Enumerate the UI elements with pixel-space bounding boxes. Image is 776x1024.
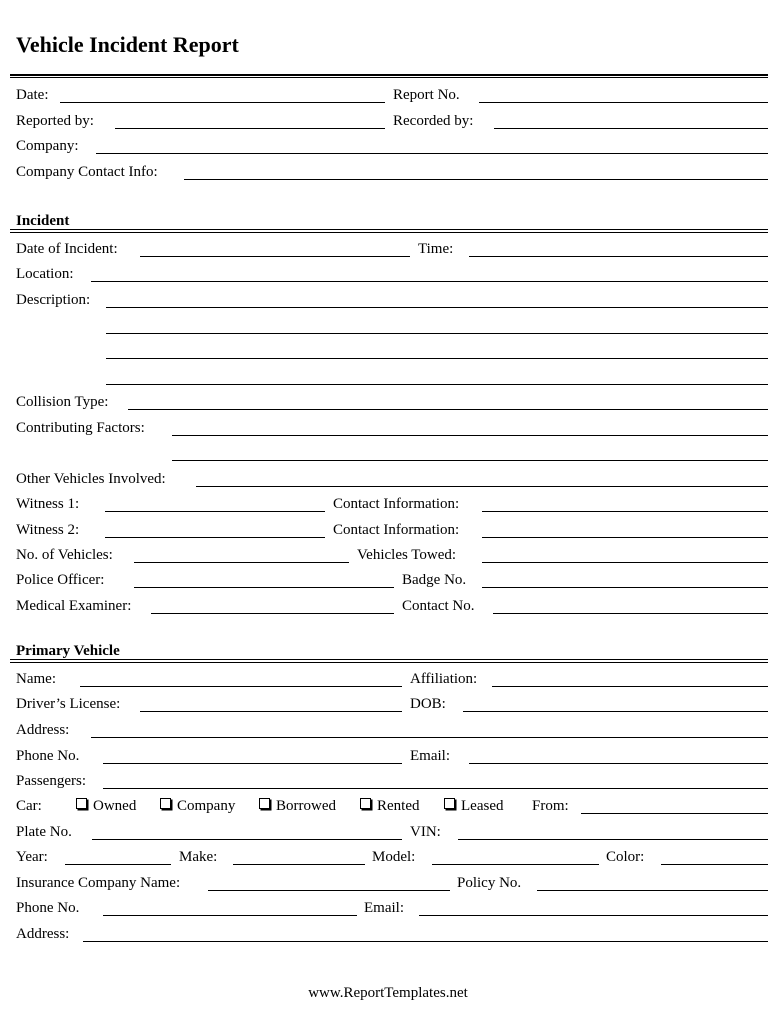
description-field-line-4[interactable] [106,384,768,385]
time-label: Time: [418,241,454,257]
insurance-address-field[interactable] [83,941,768,942]
year-field[interactable] [65,864,171,865]
primary-vehicle-divider [10,659,768,663]
location-row [16,265,768,285]
collision-type-label: Collision Type: [16,394,109,410]
police-officer-label: Police Officer: [16,572,105,588]
drivers-license-field[interactable] [140,711,402,712]
car-option-label: Rented [377,798,420,814]
medical-examiner-field[interactable] [151,613,394,614]
passengers-field[interactable] [103,788,768,789]
vin-field[interactable] [458,839,768,840]
insurance-email-label: Email: [364,900,404,916]
color-field[interactable] [661,864,768,865]
car-row [16,797,768,817]
vehicles-towed-label: Vehicles Towed: [357,547,457,563]
passengers-row [16,772,768,792]
affiliation-field[interactable] [492,686,768,687]
insurance-address-label: Address: [16,926,70,942]
car-option-label: Leased [461,798,504,814]
date-row [16,86,768,106]
address-field[interactable] [91,737,768,738]
car-option-rented[interactable] [360,797,420,815]
contributing-factors-label: Contributing Factors: [16,420,145,436]
medical-examiner-label: Medical Examiner: [16,598,132,614]
email-field[interactable] [469,763,768,764]
description-row-3 [16,342,768,362]
dob-field[interactable] [463,711,768,712]
model-label: Model: [372,849,416,865]
name-field[interactable] [80,686,402,687]
witness-1-contact-field[interactable] [482,511,768,512]
footer-website: www.ReportTemplates.net [308,985,468,1001]
address-label: Address: [16,722,70,738]
company-contact-field[interactable] [184,179,768,180]
contributing-factors-field-line-1[interactable] [172,435,768,436]
location-label: Location: [16,266,74,282]
other-vehicles-field[interactable] [196,486,768,487]
witness-2-contact-label: Contact Information: [333,522,460,538]
insurance-phone-row [16,899,768,919]
description-row-4 [16,368,768,388]
phone-field[interactable] [103,763,402,764]
model-field[interactable] [432,864,599,865]
insurance-row [16,874,768,894]
car-option-label: Owned [93,798,137,814]
insurance-address-row [16,925,768,945]
insurance-company-label: Insurance Company Name: [16,875,181,891]
date-label: Date: [16,87,49,103]
report-no-label: Report No. [393,87,460,103]
company-row [16,137,768,157]
date-of-incident-label: Date of Incident: [16,241,118,257]
date-of-incident-row [16,240,768,260]
contact-no-label: Contact No. [402,598,475,614]
description-label: Description: [16,292,91,308]
car-option-label: Borrowed [276,798,336,814]
drivers-license-label: Driver’s License: [16,696,121,712]
description-field-line-2[interactable] [106,333,768,334]
insurance-company-field[interactable] [208,890,450,891]
phone-row [16,747,768,767]
checkbox-icon[interactable] [76,798,87,809]
car-option-company[interactable] [160,797,235,815]
car-option-leased[interactable] [444,797,503,815]
witness-2-row [16,521,768,541]
from-field[interactable] [581,813,768,814]
insurance-phone-field[interactable] [103,915,357,916]
passengers-label: Passengers: [16,773,86,789]
insurance-phone-label: Phone No. [16,900,80,916]
phone-label: Phone No. [16,748,80,764]
company-label: Company: [16,138,79,154]
vehicles-towed-field[interactable] [482,562,768,563]
page-title: Vehicle Incident Report [16,32,239,57]
contributing-factors-field-line-2[interactable] [172,460,768,461]
year-label: Year: [16,849,48,865]
incident-heading: Incident [16,213,70,229]
witness-2-contact-field[interactable] [482,537,768,538]
recorded-by-label: Recorded by: [393,113,474,129]
description-row-2 [16,317,768,337]
other-vehicles-row [16,470,768,490]
name-label: Name: [16,671,56,687]
collision-type-field[interactable] [128,409,768,410]
make-label: Make: [179,849,218,865]
checkbox-icon[interactable] [360,798,371,809]
company-contact-label: Company Contact Info: [16,164,158,180]
car-option-borrowed[interactable] [259,797,336,815]
report-no-field[interactable] [479,102,768,103]
make-field[interactable] [233,864,365,865]
reported-by-field[interactable] [115,128,385,129]
title-divider [10,74,768,78]
badge-no-field[interactable] [482,587,768,588]
witness-1-row [16,495,768,515]
reported-by-label: Reported by: [16,113,94,129]
plate-no-field[interactable] [92,839,402,840]
description-field-line-3[interactable] [106,358,768,359]
company-field[interactable] [96,153,768,154]
year-make-row [16,848,768,868]
plate-no-label: Plate No. [16,824,72,840]
description-field-line-1[interactable] [106,307,768,308]
date-of-incident-field[interactable] [140,256,410,257]
primary-vehicle-heading: Primary Vehicle [16,643,120,659]
car-option-owned[interactable] [76,797,136,815]
contributing-factors-row-2 [16,444,768,464]
drivers-license-row [16,695,768,715]
company-contact-row [16,163,768,183]
time-field[interactable] [469,256,768,257]
name-row [16,670,768,690]
date-field[interactable] [60,102,385,103]
no-of-vehicles-field[interactable] [134,562,349,563]
checkbox-icon[interactable] [259,798,270,809]
no-of-vehicles-label: No. of Vehicles: [16,547,113,563]
insurance-email-field[interactable] [419,915,768,916]
contributing-factors-row [16,419,768,439]
policy-no-label: Policy No. [457,875,522,891]
description-row [16,291,768,311]
affiliation-label: Affiliation: [410,671,478,687]
medical-examiner-row [16,597,768,617]
car-option-label: Company [177,798,236,814]
recorded-by-field[interactable] [494,128,768,129]
other-vehicles-label: Other Vehicles Involved: [16,471,166,487]
address-row [16,721,768,741]
car-label: Car: [16,798,42,814]
checkbox-icon[interactable] [160,798,171,809]
police-officer-field[interactable] [134,587,394,588]
witness-1-field[interactable] [105,511,325,512]
policy-no-field[interactable] [537,890,768,891]
witness-2-label: Witness 2: [16,522,80,538]
dob-label: DOB: [410,696,446,712]
location-field[interactable] [91,281,768,282]
witness-1-label: Witness 1: [16,496,80,512]
color-label: Color: [606,849,645,865]
plate-row [16,823,768,843]
collision-type-row [16,393,768,413]
reported-by-row [16,112,768,132]
checkbox-icon[interactable] [444,798,455,809]
from-label: From: [532,798,569,814]
badge-no-label: Badge No. [402,572,467,588]
incident-divider [10,229,768,233]
vin-label: VIN: [410,824,441,840]
witness-1-contact-label: Contact Information: [333,496,460,512]
email-label: Email: [410,748,450,764]
contact-no-field[interactable] [493,613,768,614]
police-officer-row [16,571,768,591]
witness-2-field[interactable] [105,537,325,538]
vehicles-row [16,546,768,566]
